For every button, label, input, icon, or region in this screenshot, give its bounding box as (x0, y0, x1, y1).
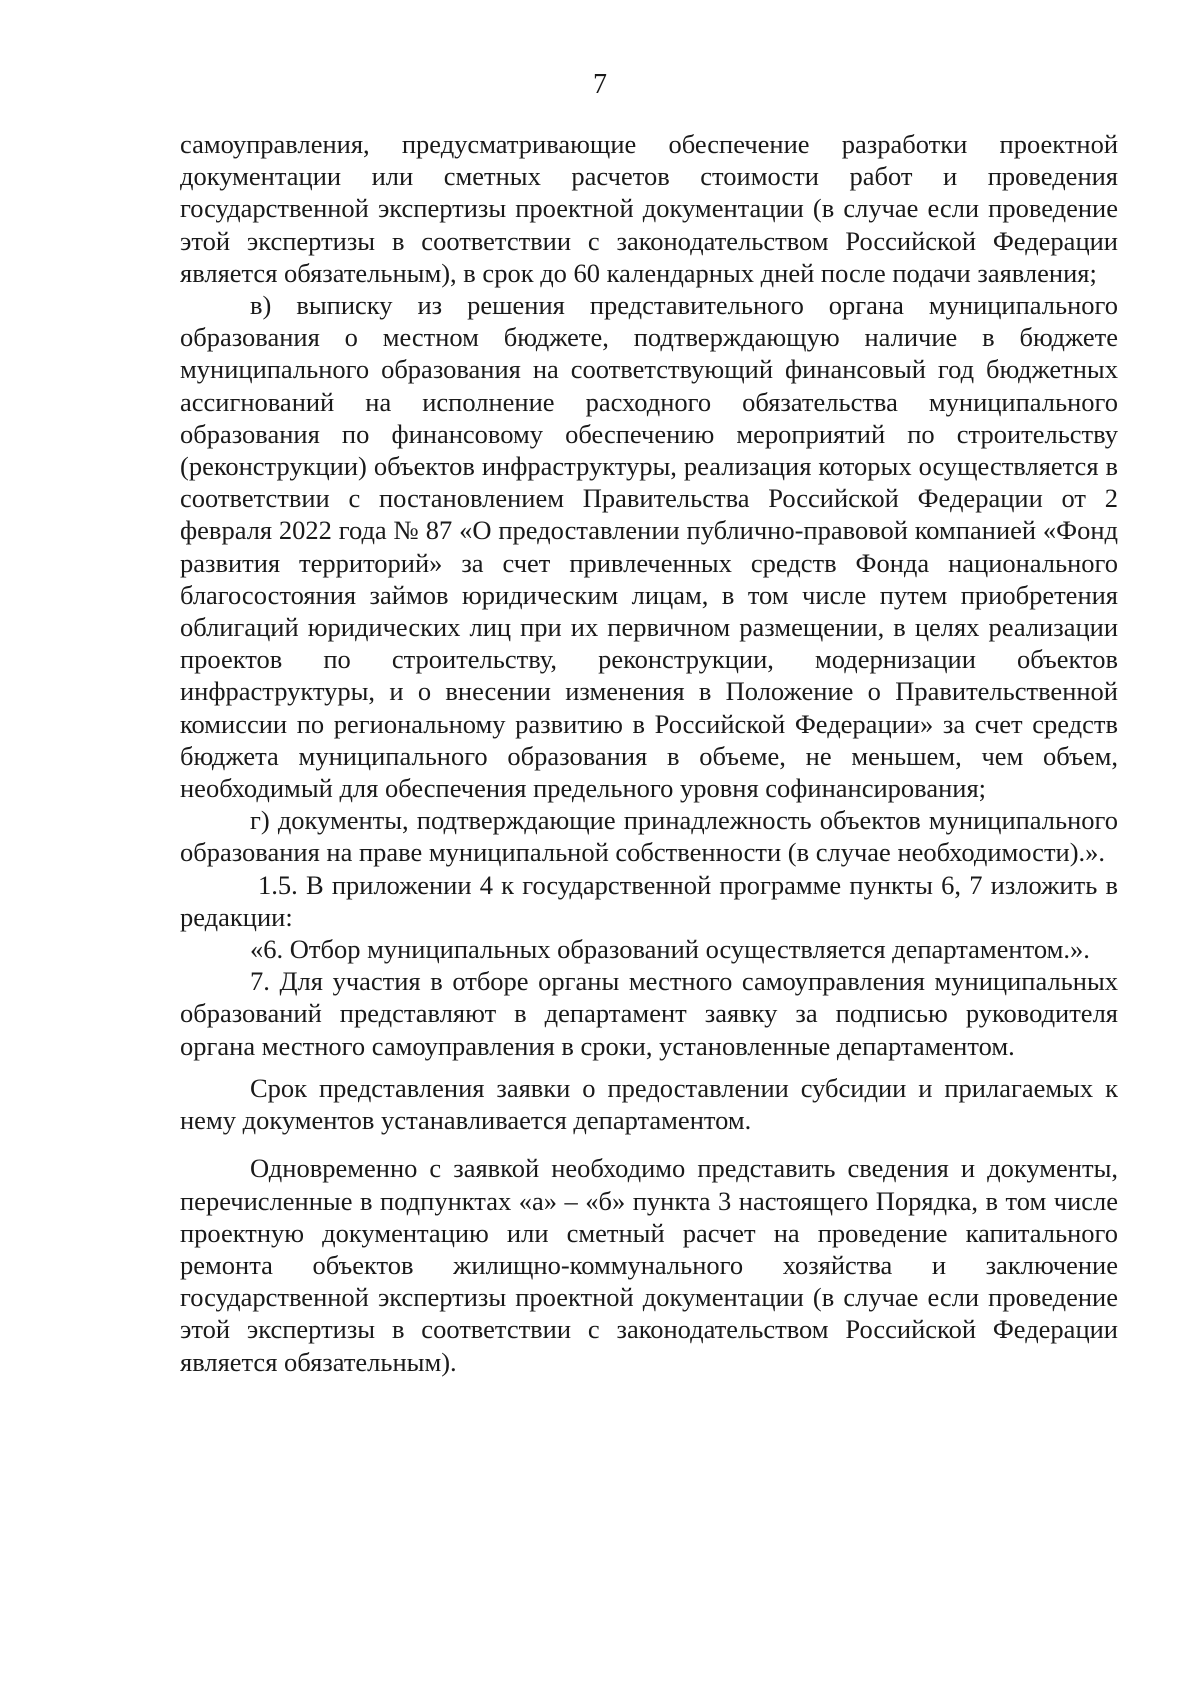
paragraph-item-7: 7. Для участия в отборе органы местного самоуправления муниципальных образований представляют в департамент заявку за подписью руководителя органа местного самоуправления в сроки, установленные департаментом. (180, 966, 1118, 1061)
paragraph-item-1-5: 1.5. В приложении 4 к государственной программе пункты 6, 7 изложить в редакции: (180, 869, 1118, 932)
paragraph-subitem-g: г) документы, подтверждающие принадлежность объектов муниципального образования на праве муниципальной собственности (в случае необходимости).». (180, 805, 1118, 868)
paragraph-item-6: «6. Отбор муниципальных образований осуществляется департаментом.». (250, 934, 1090, 965)
page-number: 7 (593, 69, 607, 100)
document-body (180, 128, 1118, 1378)
paragraph-subitem-v: в) выписку из решения представительного органа муниципального образования о местном бюджете, подтверждающую наличие в бюджете муниципального образования на соответствующий финансовый год бюджетных ассигнований на исполнение расходного обязательства муниципального образования по финансовому обеспечению мероприятий по строительству (реконструкции) объектов инфраструктуры, реализация которых осуществляется в соответствии с постановлением Правительства Российской Федерации от 2 февраля 2022 года № 87 «О предоставлении публично-правовой компанией «Фонд развития территорий» за счет привлеченных средств Фонда национального благосостояния займов юридическим лицам, в том числе путем приобретения облигаций юридических лиц при их первичном размещении, в целях реализации проектов по строительству, реконструкции, модернизации объектов инфраструктуры, и о внесении изменения в Положение о Правительственной комиссии по региональному развитию в Российской Федерации» за счет средств бюджета муниципального образования в объеме, не меньшем, чем объем, необходимый для обеспечения предельного уровня софинансирования; (180, 290, 1118, 804)
paragraph-deadline: Срок представления заявки о предоставлении субсидии и прилагаемых к нему документов устанавливается департаментом. (180, 1072, 1118, 1136)
paragraph-continuation: самоуправления, предусматривающие обеспечение разработки проектной документации или сметных расчетов стоимости работ и проведения государственной экспертизы проектной документации (в случае если проведение этой экспертизы в соответствии с законодательством Российской Федерации является обязательным), в срок до 60 календарных дней после подачи заявления; (180, 129, 1118, 288)
paragraph-documents: Одновременно с заявкой необходимо представить сведения и документы, перечисленные в подпунктах «а» – «б» пункта 3 настоящего Порядка, в том числе проектную документацию или сметный расчет на проведение капитального ремонта объектов жилищно-коммунального хозяйства и заключение государственной экспертизы проектной документации (в случае если проведение этой экспертизы в соответствии с законодательством Российской Федерации является обязательным). (180, 1153, 1118, 1377)
